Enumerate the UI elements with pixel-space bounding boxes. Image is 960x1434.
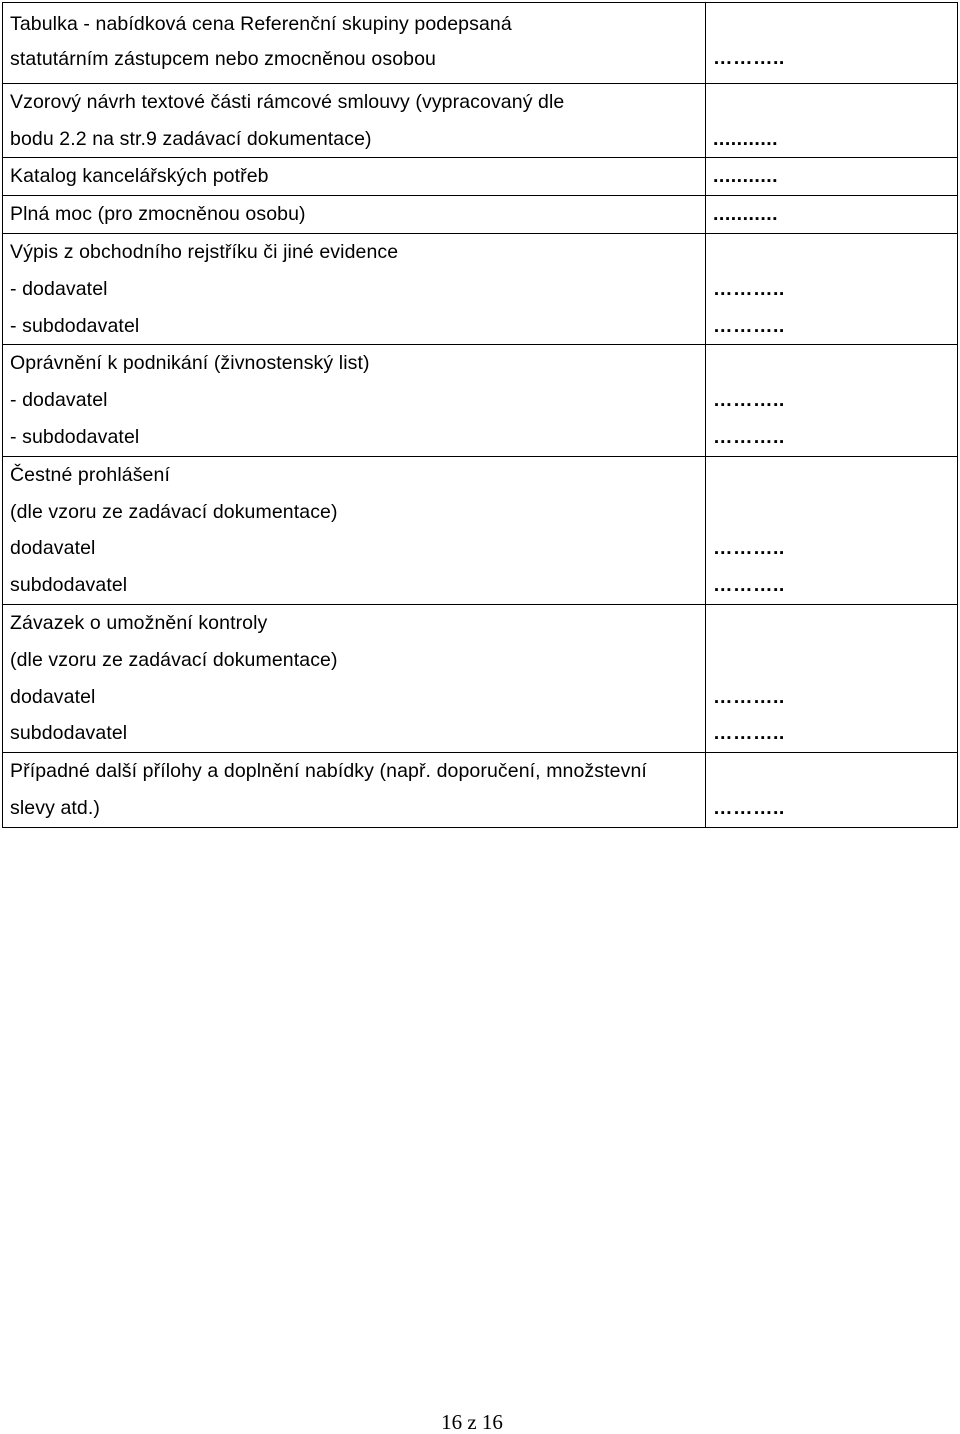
checklist-row bbox=[3, 158, 958, 196]
dotted-entry-stack bbox=[713, 530, 957, 604]
dotted-entry-stack bbox=[713, 196, 957, 233]
dotted-entry-stack bbox=[713, 790, 957, 827]
item-text-line: (dle vzoru ze zadávací dokumentace) bbox=[10, 500, 338, 523]
item-description-cell bbox=[3, 3, 706, 84]
item-text-line: - subdodavatel bbox=[10, 314, 140, 337]
dotted-entry-cell bbox=[706, 345, 958, 456]
item-text-line: dodavatel bbox=[10, 537, 96, 560]
dotted-placeholder: ……….. bbox=[713, 685, 785, 708]
row-spacer bbox=[10, 78, 705, 83]
item-text-line: statutárním zástupcem nebo zmocněnou osobou bbox=[10, 48, 436, 70]
item-description-cell bbox=[3, 158, 706, 196]
item-text-line: Tabulka - nabídková cena Referenční skupiny podepsaná bbox=[10, 13, 512, 35]
checklist-row bbox=[3, 753, 958, 828]
checklist-row bbox=[3, 83, 958, 158]
item-text-line: Případné další přílohy a doplnění nabídky (např. doporučení, množstevní bbox=[10, 760, 647, 783]
dotted-placeholder: ……….. bbox=[713, 425, 785, 448]
item-text-line: (dle vzoru ze zadávací dokumentace) bbox=[10, 648, 338, 671]
dotted-entry-cell bbox=[706, 83, 958, 158]
item-text-line: dodavatel bbox=[10, 685, 96, 708]
item-text-line: Čestné prohlášení bbox=[10, 463, 170, 486]
dotted-entry-stack bbox=[713, 382, 957, 456]
dotted-placeholder: ........... bbox=[713, 165, 779, 188]
checklist-row bbox=[3, 3, 958, 84]
item-text-line: Oprávnění k podnikání (živnostenský list) bbox=[10, 352, 370, 375]
dotted-entry-stack bbox=[713, 121, 957, 158]
dotted-placeholder: ……….. bbox=[713, 796, 785, 819]
dotted-entry-cell bbox=[706, 3, 958, 84]
item-text-line: Závazek o umožnění kontroly bbox=[10, 611, 268, 634]
checklist-row bbox=[3, 345, 958, 456]
dotted-entry-stack bbox=[713, 158, 957, 195]
dotted-entry-cell bbox=[706, 233, 958, 344]
dotted-entry-cell bbox=[706, 158, 958, 196]
dotted-placeholder: ........... bbox=[713, 127, 779, 150]
dotted-entry-stack bbox=[713, 271, 957, 345]
item-description-cell bbox=[3, 604, 706, 752]
dotted-placeholder: ……….. bbox=[713, 277, 785, 300]
item-text-line: slevy atd.) bbox=[10, 796, 100, 819]
dotted-entry-cell bbox=[706, 604, 958, 752]
page-number: 16 z 16 bbox=[441, 1410, 503, 1434]
dotted-entry-cell bbox=[706, 456, 958, 604]
dotted-placeholder: ……….. bbox=[713, 722, 785, 745]
dotted-entry-cell bbox=[706, 196, 958, 234]
checklist-row bbox=[3, 196, 958, 234]
item-text-line: Plná moc (pro zmocněnou osobu) bbox=[10, 203, 306, 226]
checklist-row bbox=[3, 233, 958, 344]
item-description-cell bbox=[3, 753, 706, 828]
item-text-line: Vzorový návrh textové části rámcové smlouvy (vypracovaný dle bbox=[10, 90, 565, 113]
item-description-cell bbox=[3, 196, 706, 234]
dotted-entry-stack bbox=[713, 40, 957, 77]
item-text-line: subdodavatel bbox=[10, 722, 128, 745]
checklist-row bbox=[3, 604, 958, 752]
dotted-placeholder: ……….. bbox=[713, 537, 785, 560]
dotted-placeholder: ……….. bbox=[713, 314, 785, 337]
dotted-placeholder: ……….. bbox=[713, 47, 785, 69]
dotted-entry-cell bbox=[706, 753, 958, 828]
dotted-entry-stack bbox=[713, 679, 957, 753]
dotted-placeholder: ........... bbox=[713, 203, 779, 226]
item-text-line: - dodavatel bbox=[10, 277, 108, 300]
checklist-body bbox=[3, 3, 958, 828]
item-text-line: Katalog kancelářských potřeb bbox=[10, 165, 269, 188]
item-text-line: subdodavatel bbox=[10, 574, 128, 597]
item-text-line: - subdodavatel bbox=[10, 425, 140, 448]
item-description-cell bbox=[3, 345, 706, 456]
dotted-placeholder: ……….. bbox=[713, 389, 785, 412]
item-description-cell bbox=[3, 83, 706, 158]
item-description-cell bbox=[3, 233, 706, 344]
checklist-row bbox=[3, 456, 958, 604]
attachments-checklist-table bbox=[2, 2, 958, 828]
item-text-line: Výpis z obchodního rejstříku či jiné evidence bbox=[10, 240, 399, 263]
dotted-placeholder: ……….. bbox=[713, 574, 785, 597]
item-text-line: - dodavatel bbox=[10, 389, 108, 412]
item-description-cell bbox=[3, 456, 706, 604]
item-text-line: bodu 2.2 na str.9 zadávací dokumentace) bbox=[10, 127, 372, 150]
